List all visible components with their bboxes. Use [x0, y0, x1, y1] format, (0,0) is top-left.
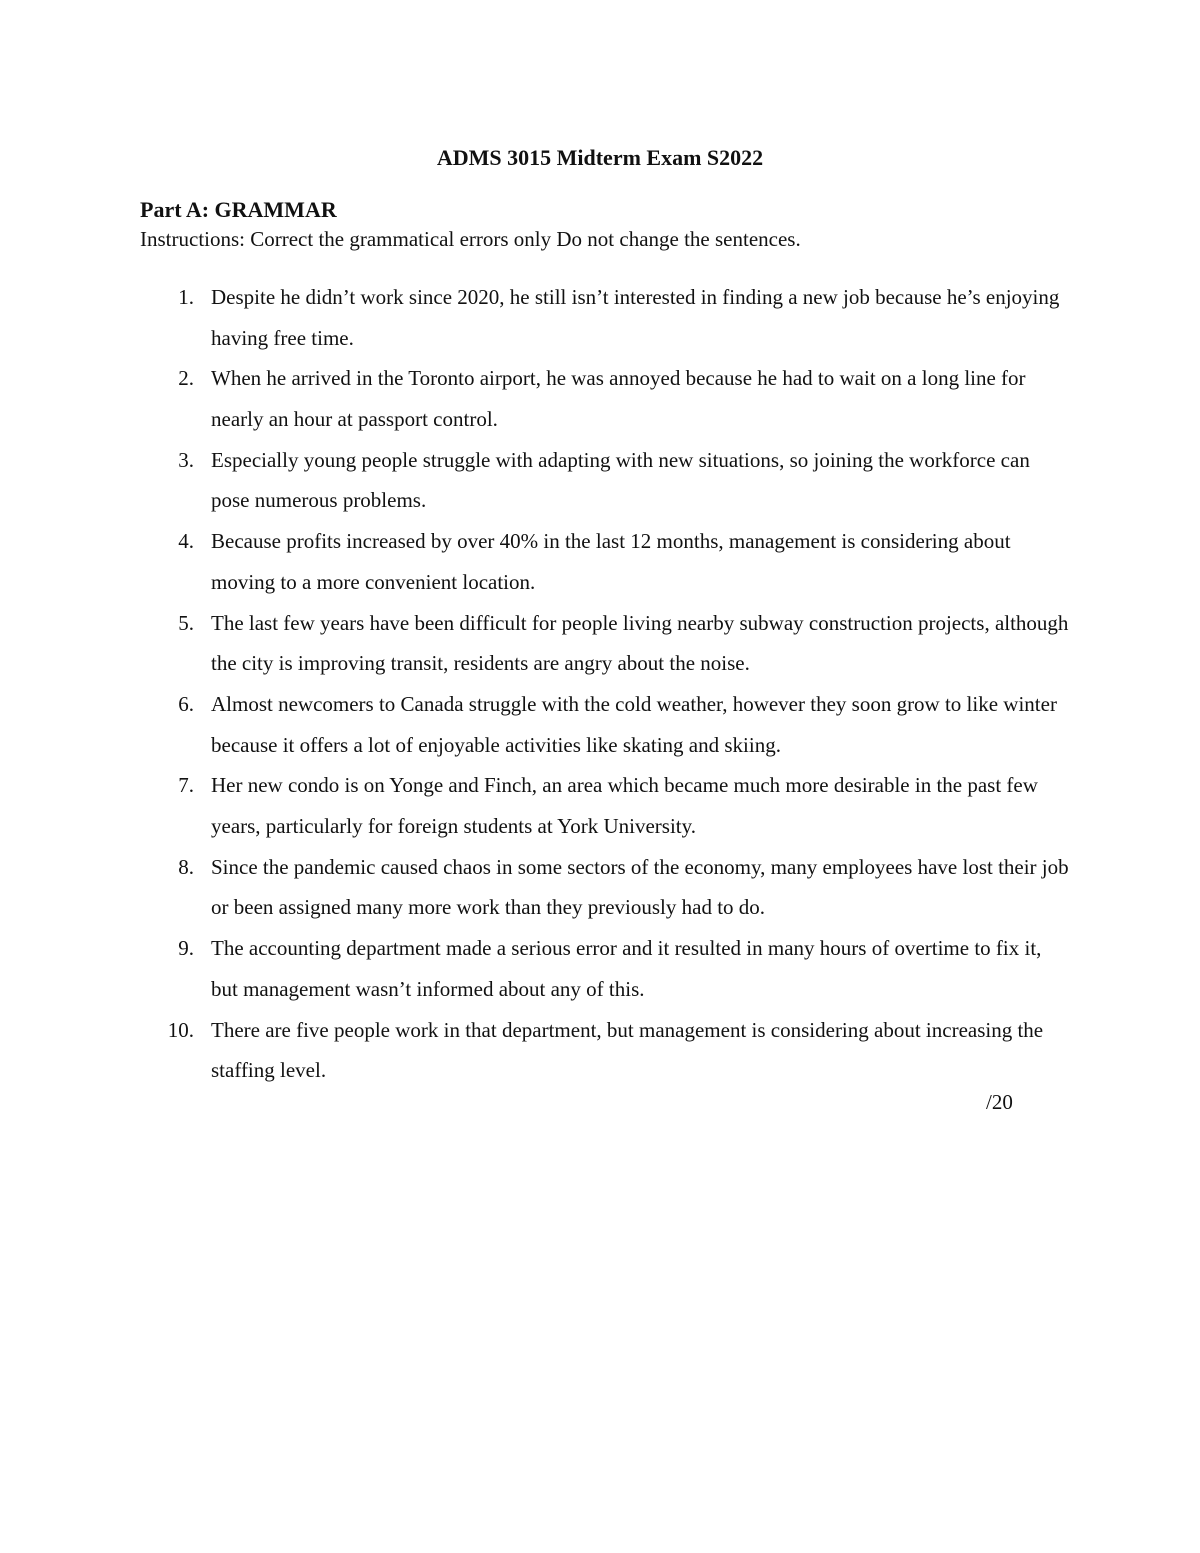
part-heading: Part A: GRAMMAR: [140, 197, 337, 222]
question-number: 4.: [178, 529, 194, 554]
question-number: 10.: [167, 1017, 194, 1042]
question-item-2: [140, 358, 1070, 439]
question-number: 3.: [178, 447, 194, 472]
question-text: Despite he didn’t work since 2020, he still isn’t interested in finding a new job because he’s enjoying having free time.: [211, 285, 1060, 350]
question-text: Her new condo is on Yonge and Finch, an area which became much more desirable in the past few years, particularly for foreign students at York University.: [211, 773, 1038, 839]
question-item-10: [140, 1010, 1070, 1091]
score-total: /20: [986, 1090, 1013, 1114]
exam-title: ADMS 3015 Midterm Exam S2022: [436, 145, 764, 170]
question-text: The last few years have been difficult for people living nearby subway construction projects, although the city is improving transit, residents are angry about the noise.: [211, 610, 1069, 676]
question-text: When he arrived in the Toronto airport, he was annoyed because he had to wait on a long line for nearly an hour at passport control.: [211, 366, 1026, 432]
question-number: 8.: [178, 854, 194, 879]
question-item-4: [140, 521, 1070, 602]
question-item-3: [140, 440, 1070, 521]
question-text: Especially young people struggle with adapting with new situations, so joining the workforce can pose numerous problems.: [211, 447, 1030, 513]
question-number: 1.: [178, 285, 194, 309]
question-item-9: [140, 928, 1070, 1009]
question-number: 6.: [178, 691, 194, 716]
question-item-8: [140, 847, 1070, 928]
question-text: Because profits increased by over 40% in the last 12 months, management is considering about moving to a more convenient location.: [211, 529, 1011, 594]
question-item-7: [140, 765, 1070, 846]
question-item-5: [140, 603, 1070, 684]
question-text: The accounting department made a serious error and it resulted in many hours of overtime to fix it, but management wasn’t informed about any of this.: [211, 936, 1042, 1001]
question-item-1: [140, 277, 1070, 358]
question-number: 5.: [178, 610, 194, 635]
question-number: 7.: [178, 773, 194, 798]
question-text: Almost newcomers to Canada struggle with the cold weather, however they soon grow to like winter because it offers a lot of enjoyable activities like skating and skiing.: [211, 691, 1057, 757]
question-item-6: [140, 684, 1070, 765]
question-number: 9.: [178, 936, 194, 961]
question-list: [140, 277, 1070, 1091]
question-text: There are five people work in that department, but management is considering about increasing the staffing level.: [211, 1017, 1044, 1083]
question-text: Since the pandemic caused chaos in some sectors of the economy, many employees have lost their job or been assigned many more work than they previously had to do.: [211, 854, 1069, 920]
instructions-text: Instructions: Correct the grammatical errors only Do not change the sentences.: [140, 227, 801, 251]
question-number: 2.: [178, 366, 194, 391]
